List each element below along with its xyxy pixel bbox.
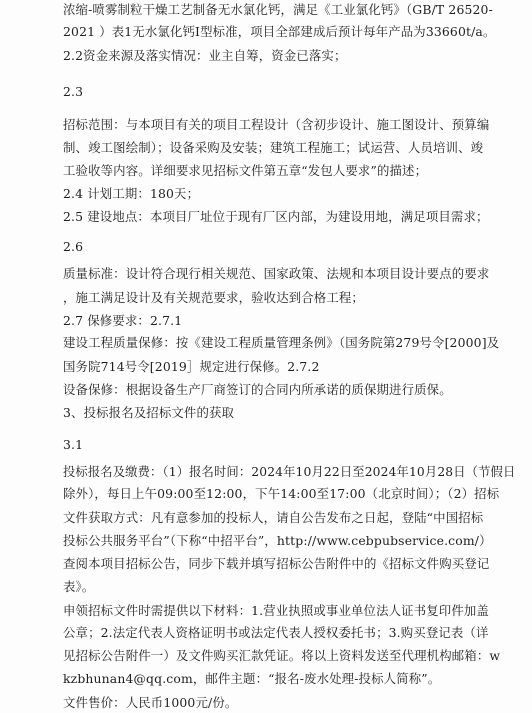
text-line: 招标范围：与本项目有关的项目工程设计（含初步设计、施工图设计、预算编	[63, 117, 490, 132]
text-line: 2.5 建设地点：本项目厂址位于现有厂区内部，为建设用地，满足项目需求；	[63, 209, 489, 224]
text-line: 工验收等内容。详细要求见招标文件第五章“发包人要求”的描述；	[63, 163, 428, 178]
text-line: 国务院714号令[2019］规定进行保修。2.7.2	[63, 359, 320, 374]
text-line: 申领招标文件时需提供以下材料：1.营业执照或事业单位法人证书复印件加盖	[63, 603, 489, 618]
text-line: 制、竣工图绘制）；设备采购及安装；建筑工程施工；试运营、人员培训、竣	[63, 140, 484, 155]
text-line: 表》。	[63, 579, 95, 594]
text-line: 2.2资金来源及落实情况：业主自筹，资金已落实；	[63, 48, 347, 63]
text-line: 3、投标报名及招标文件的获取	[63, 405, 235, 420]
text-line: 浓缩-喷雾制粒干燥工艺制备无水氯化钙，满足《工业氯化钙》（GB/T 26520-	[63, 2, 493, 17]
text-line: 见招标公告附件一）及文件购买汇款凭证。将以上资料发送至代理机构邮箱：w	[63, 648, 501, 663]
text-line: 设备保修：根据设备生产厂商签订的合同内所承诺的质保期进行质保。	[63, 382, 452, 397]
text-line: 2021 ）表1无水氯化钙Ⅰ型标准，项目全部建成后预计每年产品为33660t/a。	[63, 24, 496, 39]
text-line: 建设工程质量保修：按《建设工程质量管理条例》（国务院第279号令[2000]及	[63, 335, 500, 350]
text-line: 投标公共服务平台”（下称“中招平台”，http://www.cebpubservice.com/）	[63, 533, 492, 548]
text-line: ，施工满足设计及有关规范要求，验收达到合格工程；	[63, 290, 364, 305]
text-line: 3.1	[63, 437, 84, 452]
text-line: 2.3	[63, 84, 84, 99]
text-line: 2.7 保修要求：2.7.1	[63, 313, 183, 328]
text-line: 查阅本项目招标公告，同步下载并填写招标公告附件中的《招标文件购买登记	[63, 556, 490, 571]
text-line: kzbhunan4@qq.com，邮件主题：“报名-废水处理-投标人简称”。	[63, 671, 441, 686]
text-line: 文件获取方式：凡有意参加的投标人，请自公告发布之日起，登陆“中国招标	[63, 510, 484, 525]
text-line: 2.6	[63, 239, 84, 254]
text-line: 质量标准：设计符合现行相关规范、国家政策、法规和本项目设计要点的要求	[63, 266, 490, 281]
text-line: 2.4 计划工期：180天；	[63, 186, 200, 201]
text-line: 投标报名及缴费：（1）报名时间：2024年10月22日至2024年10月28日（节假日	[63, 464, 516, 479]
text-line: 公章；2.法定代表人资格证明书或法定代表人授权委托书；3.购买登记表（详	[63, 625, 489, 640]
text-line: 除外），每日上午09:00至12:00，下午14:00至17:00（北京时间）；（2）招标	[63, 486, 500, 501]
text-line: 文件售价：人民币1000元/份。	[63, 695, 238, 710]
